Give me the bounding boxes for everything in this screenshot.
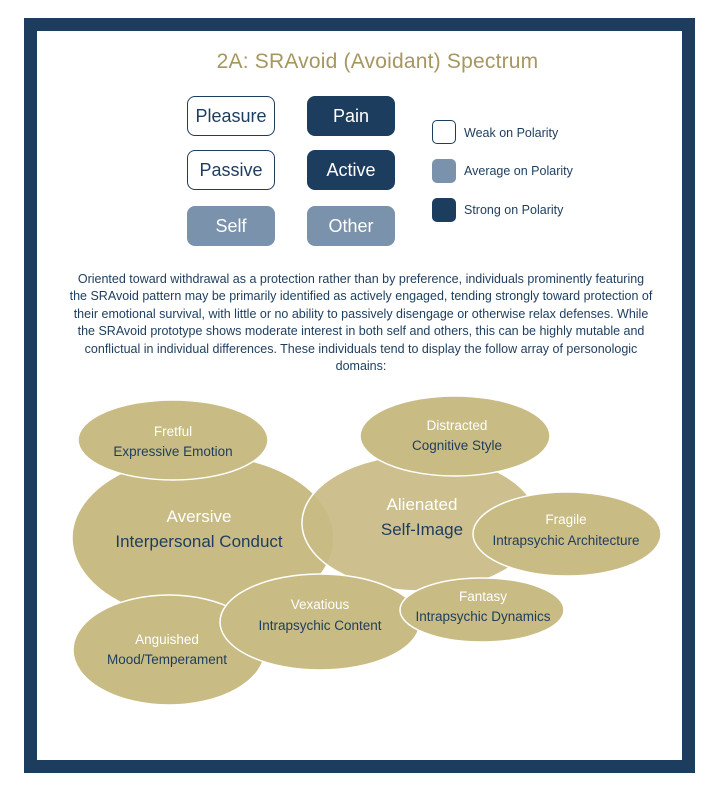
svg-text:Fantasy: Fantasy bbox=[458, 589, 508, 604]
svg-text:Intrapsychic Dynamics: Intrapsychic Dynamics bbox=[415, 609, 551, 624]
svg-text:Aversive: Aversive bbox=[166, 507, 232, 526]
svg-text:Anguished: Anguished bbox=[135, 632, 199, 647]
svg-text:Mood/Temperament: Mood/Temperament bbox=[106, 652, 228, 667]
domain-fretful bbox=[78, 400, 268, 480]
polarity-pain: Pain bbox=[307, 96, 395, 136]
svg-text:Cognitive Style: Cognitive Style bbox=[411, 438, 503, 453]
polarity-self: Self bbox=[187, 206, 275, 246]
svg-text:Expressive Emotion: Expressive Emotion bbox=[113, 444, 233, 459]
domain-vexatious bbox=[220, 574, 420, 670]
polarity-other: Other bbox=[307, 206, 395, 246]
polarity-passive: Passive bbox=[187, 150, 275, 190]
domain-distracted bbox=[360, 396, 550, 476]
svg-text:Distracted: Distracted bbox=[426, 418, 488, 433]
svg-text:Fragile: Fragile bbox=[545, 512, 587, 527]
page-title: 2A: SRAvoid (Avoidant) Spectrum bbox=[216, 50, 539, 73]
domain-fantasy bbox=[400, 578, 564, 642]
svg-text:Vexatious: Vexatious bbox=[290, 597, 350, 612]
svg-text:Intrapsychic Architecture: Intrapsychic Architecture bbox=[492, 533, 640, 548]
polarity-active: Active bbox=[307, 150, 395, 190]
polarity-pleasure: Pleasure bbox=[187, 96, 275, 136]
svg-text:Interpersonal Conduct: Interpersonal Conduct bbox=[115, 532, 283, 551]
domain-fragile bbox=[473, 492, 661, 576]
legend-average-label: Average on Polarity bbox=[464, 164, 573, 178]
svg-text:Alienated: Alienated bbox=[386, 495, 458, 514]
legend-strong-label: Strong on Polarity bbox=[464, 203, 564, 217]
description-text: Oriented toward withdrawal as a protection rather than by preference, individuals prominently featuring the SRAvoid pattern may be primarily identified as actively engaged, tending strongly toward protection of their emotional survival, with little or no ability to passively disengage or otherwise relax defenses. While the SRAvoid prototype shows moderate interest in both self and others, this can be highly mutable and conflictual in individual differences. These individuals tend to display the follow array of personologic domains: bbox=[69, 272, 653, 374]
svg-text:Self-Image: Self-Image bbox=[380, 520, 464, 539]
svg-text:Intrapsychic Content: Intrapsychic Content bbox=[258, 618, 382, 633]
legend-weak-label: Weak on Polarity bbox=[464, 126, 559, 140]
svg-text:Fretful: Fretful bbox=[153, 424, 193, 439]
